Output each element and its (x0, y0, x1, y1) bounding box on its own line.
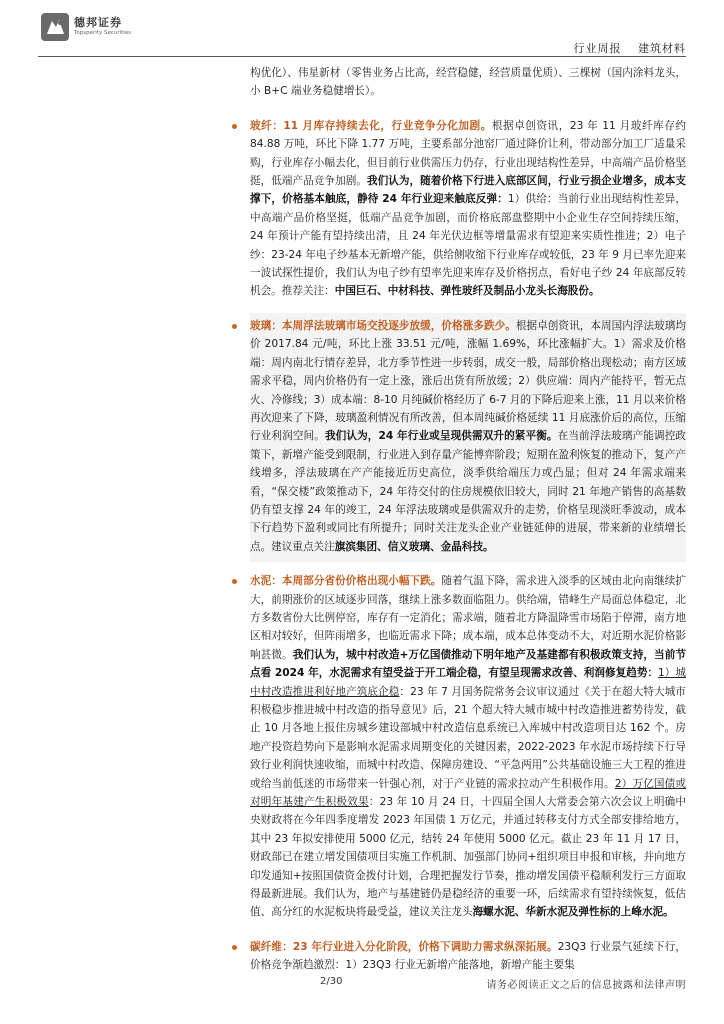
industry-name: 建筑材料 (638, 42, 686, 55)
carbon-fiber-paragraph (250, 938, 686, 975)
report-body (250, 60, 686, 981)
section-lead: 玻璃：本周浮法玻璃市场交投逐步放缓，价格涨多跌少。 (250, 319, 516, 332)
section-text: 根据卓创资讯，本周国内浮法玻璃均价 2017.84 元/吨，环比上涨 33.51 元/吨，涨幅 1.69%，环比涨幅扩大。1）需求及价格端：周内南北行情存差异，北方季节性进一步转弱，成交一般，局部价格出现松动；南方区域需求平稳，周内价格仍有一定上涨，涨后出货有所放缓；2）供应端：周内产能持平，暂无点火、冷修线；3）成本端：8-10 月纯碱价格经历了 6-7 月的下降后迎来上涨，11 月以来价格再次迎来了下降，玻璃盈利情况有所改善，但本周纯碱价格延续 11 月底涨价后的高位，压缩行业利润空间。 (250, 319, 687, 443)
section-lead: 碳纤维：23 年行业进入分化阶段，价格下调助力需求纵深拓展。 (250, 940, 558, 953)
bullet-icon (232, 945, 237, 950)
section-text: 根据卓创资讯，23 年 11 月玻纤库存约 84.88 万吨，环比下降 1.77 万吨，主要系部分池窑厂通过降价让利，带动部分加工厂适量采购，行业库存小幅去化，但目前行业供需压力仍存，行业出现结构性差异，中高端产品价格坚挺，低端产品竞争加剧。 (250, 119, 687, 188)
section-view: 我们认为，随着价格下行进入底部区间，行业亏损企业增多，成本支撑下，价格基本触底，静待 24 年行业迎来触底反弹： (250, 175, 687, 206)
recommended-stocks: 中国巨石、中材科技、弹性玻纤及制品小龙头长海股份。 (334, 285, 600, 298)
sub-point-title: 1）城中村改造推进利好地产筑底企稳 (250, 667, 686, 698)
section-cement (250, 568, 686, 928)
bullet-icon (232, 324, 237, 329)
sub-point-title: 2）万亿国债或对明年基建产生积极效果 (250, 777, 686, 809)
section-text: 23Q3 行业景气延续下行，价格竞争渐趋激烈：1）23Q3 行业无新增产能落地，新增产能主要集 (250, 940, 686, 972)
bullet-icon (232, 124, 237, 129)
page-number: 2/30 (320, 976, 343, 987)
cement-paragraph (250, 572, 686, 922)
header-divider (38, 56, 686, 57)
section-text: 随着气温下降，需求进入淡季的区域由北向南继续扩大，前期涨价的区域逐步回落，继续上涨多数面临阻力。供给端，错峰生产局面总体稳定，北方多数省份大比例停窑，库存有一定消化；需求端，随着北方降温降雪市场陷于停滞，南方地区相对较好，但阵雨增多，也临近需求下降；成本端，成本总体变动不大，对近期水泥价格影响甚微。 (250, 575, 687, 661)
recommended-stocks: 海螺水泥、华新水泥及弹性标的上峰水泥。 (472, 906, 674, 919)
glass-paragraph (250, 317, 686, 556)
section-lead: 水泥：本周部分省份价格出现小幅下跌。 (250, 575, 442, 588)
bullet-icon (232, 579, 237, 584)
section-text: ：23 年 7 月国务院常务会议审议通过《关于在超大特大城市积极稳步推进城中村改造的指导意见》后，21 个超大特大城市城中村改造推进蓄势待发，截止 10 月各地上报住房城乡建设部城中村改造信息系统已入库城中村改造项目达 162 个。房地产投资趋势向下是影响水泥需求周期变化的关键因素，2022-2023 年水泥市场持续下行导致行业利润快速收缩，而城中村改造、保障房建设、“平急两用”公共基础设施三大工程的推进或给当前低迷的市场带来一针强心剂，对于产业链的需求拉动产生积极作用。 (250, 685, 686, 790)
section-view: 我们认为，24 年行业或呈现供需双升的紧平衡。 (324, 430, 558, 443)
intro-paragraph: 构优化）、伟星新材（零售业务占比高，经营稳健，经营质量优质）、三棵树（国内涂料龙头，小 B+C 端业务稳健增长）。 (250, 67, 686, 98)
section-view: 我们认为，城中村改造+万亿国债推动下明年地产及基建都有积极政策支持，当前节点看 2024 年，水泥需求有望受益于开工端企稳，有望呈现需求改善、利润修复趋势： (250, 648, 687, 680)
section-fiberglass (250, 113, 686, 307)
page-footer (0, 972, 724, 1002)
page-header (0, 0, 724, 56)
section-lead: 玻纤：11 月库存持续去化，行业竞争分化加剧。 (250, 119, 492, 132)
header-labels (574, 40, 687, 56)
logo-text-en: Topsperity Securities (74, 30, 132, 36)
logo-icon (40, 12, 70, 42)
recommended-stocks: 旗滨集团、信义玻璃、金晶科技。 (334, 540, 494, 553)
report-type: 行业周报 (573, 42, 622, 55)
section-glass (250, 313, 686, 562)
intro-section (250, 60, 686, 107)
company-logo (40, 12, 150, 42)
section-text: 1）供给：当前行业出现结构性差异，中高端产品价格坚挺，低端产品竞争加剧，而价格底部盘整期中小企业生存空间持续压缩，24 年预计产能有望持续出清，且 24 年光伏边框等增量需求有望迎来实质性推进；2）电子纱：23-24 年电子纱基本无新增产能，供给侧收缩下行业库存或较低，23 年 9 月已率先迎来一波试探性提价，我们认为电子纱有望率先迎来库存及价格拐点，看好电子纱 24 年底部反转机会。推荐关注： (250, 193, 686, 298)
footer-disclaimer: 请务必阅读正文之后的信息披露和法律声明 (486, 980, 686, 991)
section-text: 在当前浮法玻璃产能调控政策下，新增产能受到限制，行业进入到存量产能博弈阶段；短期在盈利恢复的推动下，复产产线增多，浮法玻璃在产产能接近历史高位，淡季供给端压力或凸显；但对 24 年需求端来看，“保交楼”政策推动下，24 年待交付的住房规模依旧较大，同时 21 年地产销售的高基数仍有望支撑 24 年的竣工，24 年浮法玻璃或是供需双升的走势，价格呈现淡旺季波动，成本下行趋势下盈利或同比有所提升；同时关注龙头企业产业链延伸的进展，带来新的业绩增长点。建议重点关注 (250, 430, 687, 553)
logo-text-cn: 德邦证券 (74, 16, 122, 29)
fiberglass-paragraph (250, 117, 686, 301)
section-text: ：23 年 10 月 24 日，十四届全国人大常委会第六次会议上明确中央财政将在今年四季度增发 2023 年国债 1 万亿元，并通过转移支付方式全部安排给地方，其中 23 年拟安排使用 5000 亿元，结转 24 年使用 5000 亿元。截止 23 年 11 月 17 日，财政部已在建立增发国债项目实施工作机制、加强部门协同+组织项目申报和审核，并向地方印发通知+按照国债资金拨付计划，合理把握发行节奏，推动增发国债平稳顺利发行三方面取得最新进展。我们认为，地产与基建链仍是稳经济的重要一环，后续需求有望持续恢复，低估值、高分红的水泥板块将最受益，建议关注龙头 (250, 796, 687, 919)
